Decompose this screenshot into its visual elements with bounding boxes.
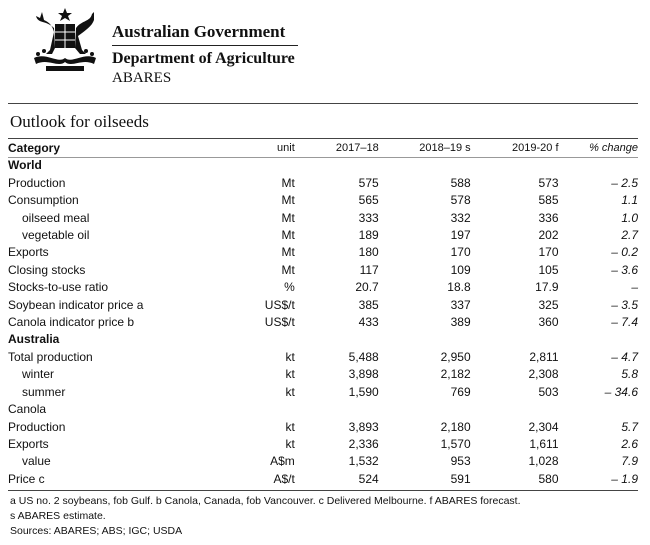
row-2017-18: 385 (358, 297, 379, 312)
row-2017-18: 3,898 (348, 367, 379, 382)
row-2018-19: 389 (450, 315, 471, 330)
row-unit: kt (285, 436, 295, 451)
row-2019-20: 170 (538, 245, 559, 260)
footnote-line: a US no. 2 soybeans, fob Gulf. b Canola, Canada, fob Vancouver. c Delivered Melbourne. f ABARES forecast. (10, 495, 521, 507)
row-2017-18: 117 (359, 262, 379, 277)
col-pct-change: % change (589, 142, 638, 154)
row-label: Closing stocks (8, 262, 86, 277)
table-row (8, 366, 638, 383)
table-row (8, 384, 638, 401)
row-pct-change: – 1.9 (611, 471, 638, 486)
row-pct-change: – 7.4 (611, 315, 638, 330)
row-label: Price c (8, 471, 45, 486)
row-2018-19: 109 (450, 262, 471, 277)
row-label: Canola indicator price b (8, 315, 135, 330)
row-2019-20: 336 (538, 210, 559, 225)
row-2018-19: 337 (450, 297, 471, 312)
row-label: value (22, 454, 51, 469)
col-2019-20: 2019-20 f (512, 142, 559, 154)
row-2019-20: 1,611 (529, 436, 559, 451)
row-label: vegetable oil (22, 228, 90, 243)
row-2018-19: 197 (450, 228, 471, 243)
row-label: Production (8, 419, 66, 434)
row-2019-20: 503 (538, 384, 559, 399)
top-rule (8, 103, 638, 104)
section-canola: Canola (8, 402, 47, 417)
row-2017-18: 565 (358, 193, 379, 208)
row-2019-20: 580 (538, 471, 559, 486)
row-unit: A$m (270, 454, 295, 469)
row-unit: kt (285, 367, 295, 382)
col-2018-19: 2018–19 s (419, 142, 471, 154)
row-2018-19: 2,950 (440, 349, 471, 364)
row-2017-18: 2,336 (348, 436, 379, 451)
row-unit: Mt (281, 175, 295, 190)
row-2018-19: 2,182 (440, 367, 471, 382)
section-australia: Australia (8, 332, 60, 347)
coat-of-arms-icon (28, 6, 102, 74)
row-2019-20: 573 (538, 175, 559, 190)
row-label: Stocks-to-use ratio (8, 280, 109, 295)
row-2018-19: 591 (450, 471, 471, 486)
row-label: Soybean indicator price a (8, 297, 144, 312)
row-pct-change: – 4.7 (611, 349, 638, 364)
row-2017-18: 524 (358, 471, 379, 486)
row-label: Exports (8, 245, 49, 260)
table-row (8, 244, 638, 261)
table-row (8, 297, 638, 314)
row-2017-18: 1,590 (348, 384, 379, 399)
table-row (8, 262, 638, 279)
row-unit: Mt (281, 228, 295, 243)
row-2019-20: 325 (538, 297, 559, 312)
row-unit: US$/t (264, 315, 295, 330)
row-2018-19: 2,180 (440, 419, 471, 434)
footnote-line: s ABARES estimate. (10, 510, 106, 522)
row-2017-18: 1,532 (348, 454, 379, 469)
table-row (8, 192, 638, 209)
row-pct-change: – 3.5 (611, 297, 638, 312)
oilseeds-table (8, 140, 638, 488)
government-name: Australian Government (112, 22, 286, 41)
row-2018-19: 578 (450, 193, 471, 208)
row-2018-19: 769 (450, 384, 471, 399)
row-label: Consumption (8, 193, 79, 208)
row-unit: kt (285, 419, 295, 434)
table-row (8, 227, 638, 244)
row-2019-20: 202 (538, 228, 559, 243)
row-pct-change: 2.6 (621, 436, 638, 451)
table-row (8, 419, 638, 436)
table-row (8, 349, 638, 366)
row-unit: Mt (281, 210, 295, 225)
bottom-rule (8, 490, 638, 491)
row-pct-change: – (631, 280, 638, 295)
table-row (8, 436, 638, 453)
row-label: Total production (8, 349, 93, 364)
row-unit: % (284, 280, 295, 295)
row-2019-20: 585 (538, 193, 559, 208)
row-2019-20: 2,811 (529, 349, 559, 364)
row-2019-20: 2,308 (528, 367, 559, 382)
row-2017-18: 5,488 (348, 349, 379, 364)
row-pct-change: 7.9 (621, 454, 638, 469)
table-row (8, 314, 638, 331)
row-2018-19: 332 (450, 210, 471, 225)
row-unit: Mt (281, 245, 295, 260)
row-2017-18: 20.7 (355, 280, 379, 295)
section-row (8, 401, 638, 418)
row-label: oilseed meal (22, 210, 90, 225)
row-unit: Mt (281, 193, 295, 208)
row-label: Exports (8, 436, 49, 451)
department-name: Department of Agriculture (112, 50, 295, 67)
col-category: Category (8, 141, 61, 155)
row-2019-20: 360 (538, 315, 559, 330)
col-unit: unit (277, 142, 295, 154)
row-2017-18: 575 (358, 175, 379, 190)
row-pct-change: – 3.6 (611, 262, 638, 277)
row-label: winter (22, 367, 55, 382)
row-2017-18: 433 (358, 315, 379, 330)
row-pct-change: 5.8 (621, 367, 638, 382)
table-row (8, 175, 638, 192)
row-2018-19: 953 (450, 454, 471, 469)
row-2019-20: 2,304 (528, 419, 559, 434)
row-unit: kt (285, 349, 295, 364)
section-world: World (8, 158, 42, 173)
table-row (8, 210, 638, 227)
footnotes (10, 494, 521, 539)
row-unit: US$/t (264, 297, 295, 312)
row-2019-20: 17.9 (535, 280, 559, 295)
row-2019-20: 105 (538, 262, 559, 277)
row-label: summer (22, 384, 66, 399)
row-2017-18: 180 (358, 245, 379, 260)
header-divider (112, 45, 298, 46)
row-unit: A$/t (273, 471, 295, 486)
table-row (8, 471, 638, 488)
row-2018-19: 588 (450, 175, 471, 190)
section-row (8, 157, 638, 174)
row-2017-18: 3,893 (348, 419, 379, 434)
row-pct-change: – 34.6 (604, 384, 638, 399)
row-unit: kt (285, 384, 295, 399)
table-title: Outlook for oilseeds (10, 112, 149, 131)
row-unit: Mt (281, 262, 295, 277)
row-2017-18: 189 (358, 228, 379, 243)
row-2018-19: 170 (450, 245, 471, 260)
sources-line: Sources: ABARES; ABS; IGC; USDA (10, 525, 183, 537)
row-pct-change: 2.7 (621, 228, 638, 243)
row-pct-change: 1.0 (621, 210, 638, 225)
row-pct-change: 1.1 (621, 193, 638, 208)
section-row (8, 331, 638, 348)
table-row (8, 453, 638, 470)
row-pct-change: – 2.5 (611, 175, 638, 190)
column-header-row (8, 140, 638, 157)
table-row (8, 279, 638, 296)
row-label: Production (8, 175, 66, 190)
row-pct-change: – 0.2 (611, 245, 638, 260)
row-2017-18: 333 (358, 210, 379, 225)
row-2018-19: 1,570 (440, 436, 471, 451)
agency-name: ABARES (112, 70, 172, 86)
row-2019-20: 1,028 (528, 454, 559, 469)
row-2018-19: 18.8 (447, 280, 471, 295)
col-2017-18: 2017–18 (335, 142, 379, 154)
title-rule (8, 138, 638, 139)
row-pct-change: 5.7 (621, 419, 638, 434)
header (0, 0, 650, 95)
